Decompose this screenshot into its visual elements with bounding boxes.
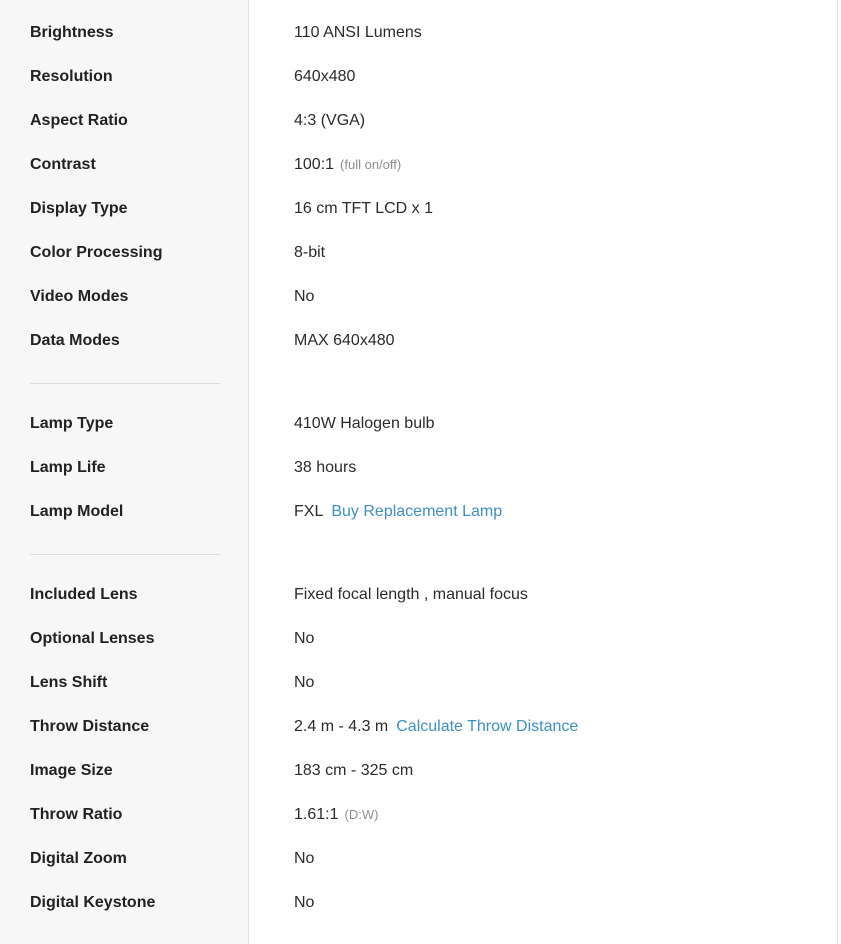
spec-value — [249, 244, 325, 262]
spec-label: Digital Keystone — [30, 894, 156, 911]
spec-value-text: Fixed focal length , manual focus — [294, 586, 528, 603]
spec-value-text: FXL — [294, 503, 324, 520]
spec-value — [249, 894, 314, 912]
spec-row-image-size — [0, 749, 837, 793]
spec-row-contrast — [0, 143, 837, 187]
spec-label: Contrast — [30, 156, 96, 173]
spec-row-display-type — [0, 187, 837, 231]
spec-value-text: 38 hours — [294, 459, 357, 476]
spec-label: Throw Ratio — [30, 806, 123, 823]
spec-value — [249, 112, 365, 130]
spec-label: Data Modes — [30, 332, 120, 349]
spec-label: Digital Zoom — [30, 850, 127, 867]
buy-replacement-lamp-link[interactable]: Buy Replacement Lamp — [331, 503, 503, 520]
spec-row-lamp-model — [0, 490, 837, 534]
spec-label: Lamp Life — [30, 459, 106, 476]
spec-value-text: 4:3 (VGA) — [294, 112, 366, 129]
spec-label: Video Modes — [30, 288, 129, 305]
spec-section-display — [0, 11, 837, 363]
spec-label: Display Type — [30, 200, 128, 217]
spec-row-resolution — [0, 55, 837, 99]
spec-row-lens-shift — [0, 661, 837, 705]
spec-value — [249, 806, 378, 824]
spec-label: Aspect Ratio — [30, 112, 128, 129]
spec-value-text: No — [294, 288, 315, 305]
spec-table — [0, 11, 837, 925]
spec-value — [249, 332, 395, 350]
spec-label: Lamp Model — [30, 503, 124, 520]
spec-value-text: 16 cm TFT LCD x 1 — [294, 200, 433, 217]
spec-value-text: 2.4 m - 4.3 m — [294, 718, 389, 735]
spec-value-text: MAX 640x480 — [294, 332, 395, 349]
spec-label: Optional Lenses — [30, 630, 155, 647]
spec-section-lamp — [0, 402, 837, 534]
spec-value — [249, 630, 314, 648]
spec-row-lamp-type — [0, 402, 837, 446]
spec-row-data-modes — [0, 319, 837, 363]
spec-value — [249, 503, 502, 521]
spec-value — [249, 459, 356, 477]
spec-row-aspect-ratio — [0, 99, 837, 143]
spec-row-video-modes — [0, 275, 837, 319]
spec-value — [249, 156, 401, 174]
spec-row-color-processing — [0, 231, 837, 275]
spec-value-text: 410W Halogen bulb — [294, 415, 435, 432]
spec-value — [249, 68, 355, 86]
spec-value-text: 640x480 — [294, 68, 356, 85]
section-divider — [0, 363, 837, 402]
spec-value — [249, 415, 435, 433]
spec-value — [249, 762, 413, 780]
spec-value — [249, 24, 422, 42]
spec-row-digital-keystone — [0, 881, 837, 925]
spec-section-lens — [0, 573, 837, 925]
section-divider — [0, 534, 837, 573]
spec-value-text: No — [294, 850, 315, 867]
spec-value-text: 100:1 — [294, 156, 335, 173]
divider-line — [30, 383, 220, 384]
spec-value-text: 110 ANSI Lumens — [294, 24, 422, 41]
spec-value — [249, 200, 433, 218]
spec-value-text: 1.61:1 — [294, 806, 339, 823]
spec-value — [249, 674, 314, 692]
spec-row-optional-lenses — [0, 617, 837, 661]
spec-label: Color Processing — [30, 244, 163, 261]
spec-value-text: No — [294, 630, 315, 647]
spec-value-text: No — [294, 894, 315, 911]
spec-row-brightness — [0, 11, 837, 55]
spec-value — [249, 718, 578, 736]
spec-label: Image Size — [30, 762, 113, 779]
spec-note: (D:W) — [344, 807, 379, 822]
spec-label: Lamp Type — [30, 415, 114, 432]
spec-row-included-lens — [0, 573, 837, 617]
spec-row-throw-distance — [0, 705, 837, 749]
spec-label: Resolution — [30, 68, 113, 85]
spec-value-text: 8-bit — [294, 244, 326, 261]
divider-line — [30, 554, 220, 555]
spec-row-lamp-life — [0, 446, 837, 490]
spec-value-text: No — [294, 674, 315, 691]
spec-value — [249, 850, 314, 868]
calculate-throw-distance-link[interactable]: Calculate Throw Distance — [396, 718, 579, 735]
spec-value — [249, 288, 314, 306]
spec-row-digital-zoom — [0, 837, 837, 881]
spec-row-throw-ratio — [0, 793, 837, 837]
spec-label: Brightness — [30, 24, 114, 41]
spec-label: Throw Distance — [30, 718, 150, 735]
spec-value-text: 183 cm - 325 cm — [294, 762, 414, 779]
spec-label: Lens Shift — [30, 674, 108, 691]
spec-note: (full on/off) — [340, 157, 402, 172]
right-border — [837, 0, 838, 944]
spec-value — [249, 586, 528, 604]
spec-label: Included Lens — [30, 586, 138, 603]
